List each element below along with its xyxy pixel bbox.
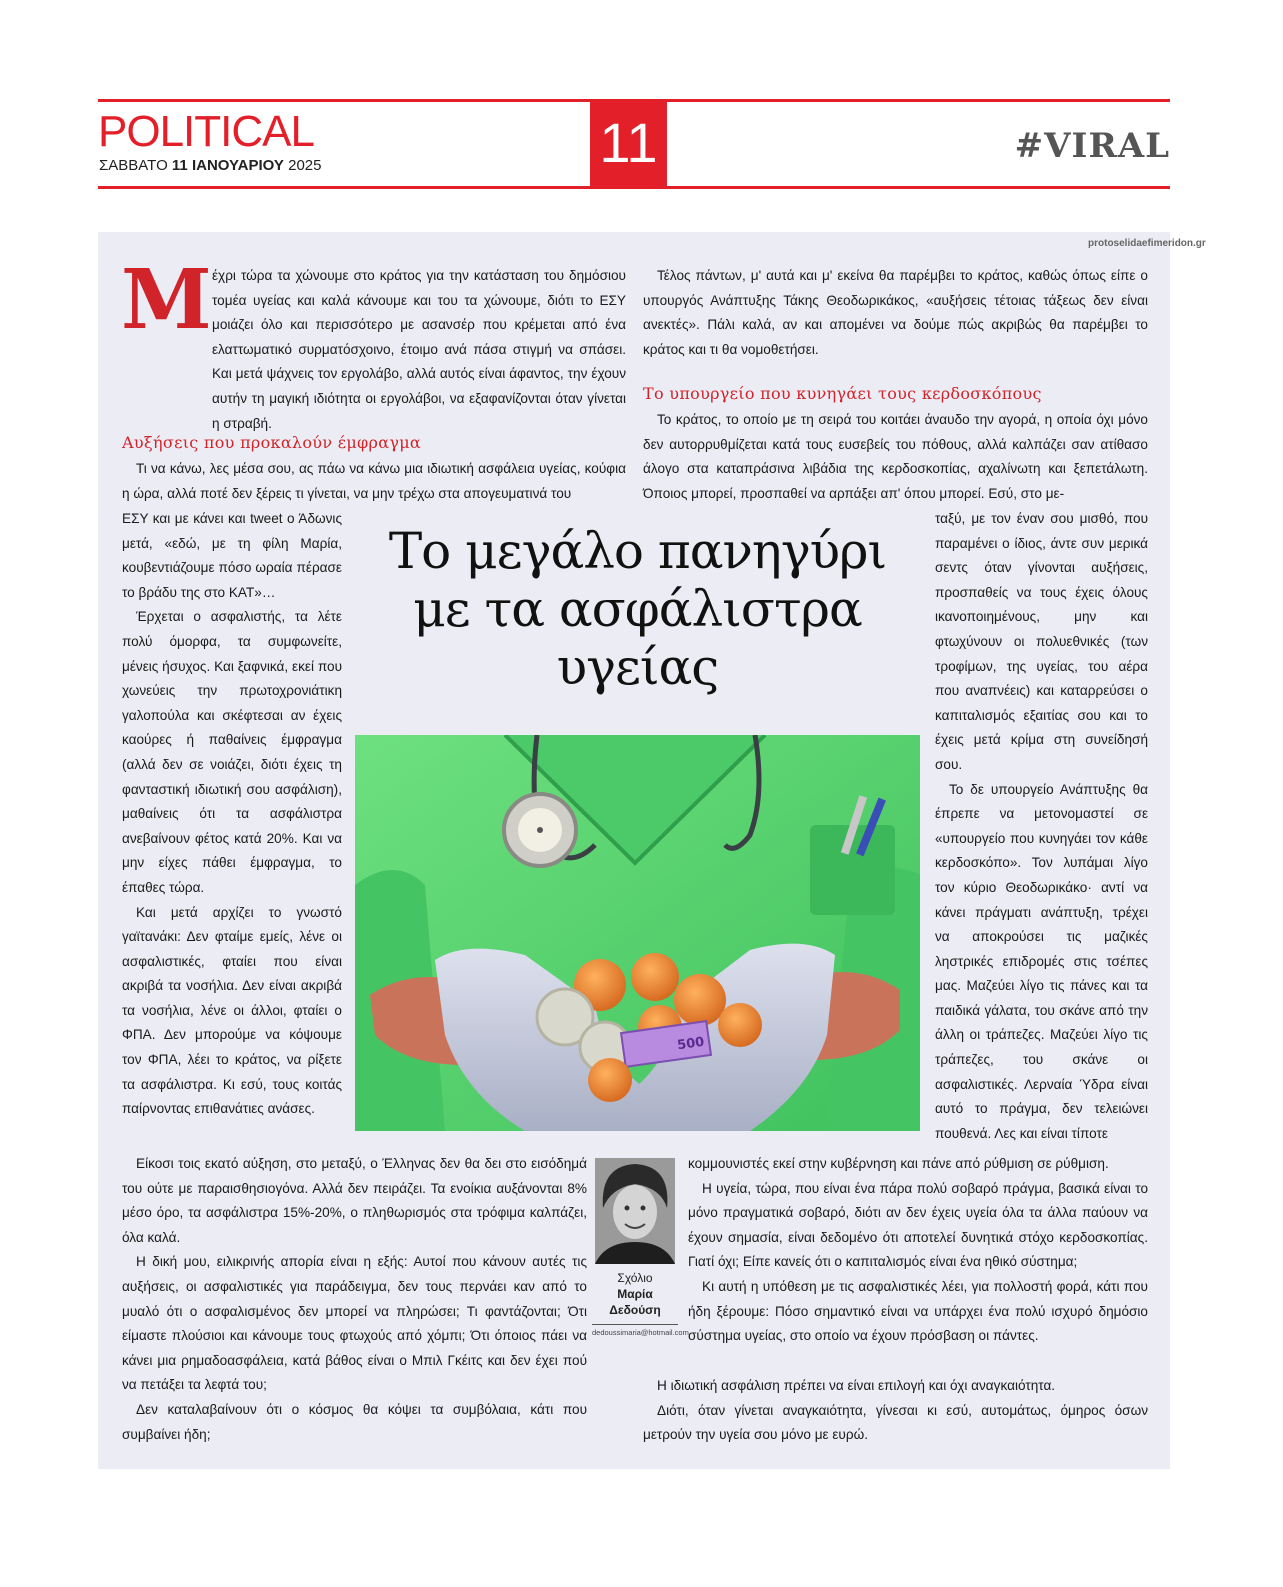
dateline bbox=[99, 157, 321, 175]
col1-narrow-p3: Και μετά αρχίζει το γνωστό γαϊτανάκι: Δεν φταίμε εμείς, λένε οι ασφαλιστικές, φταίει που είναι ακριβά τα νοσήλια. Δεν είναι ακριβά τα νοσήλια, λένε οι άλλοι, φταίει ο ΦΠΑ. Δεν μπορούμε να κόψουμε τον ΦΠΑ, λέει το κράτος, να ρίξετε τα ασφάλιστρα. Κι εσύ, τους κοιτάς παίρνοντας επιθανάτιες ανάσες. bbox=[122, 904, 342, 1117]
col2-bottom bbox=[688, 1152, 1148, 1349]
col1-p2 bbox=[122, 457, 626, 506]
author-email[interactable]: dedoussimaria@hotmail.com bbox=[592, 1324, 678, 1338]
col2-narrow-p2: Το δε υπουργείο Ανάπτυξης θα έπρεπε να μετονομαστεί σε «υπουργείο που κυνηγάει τον κάθε κερδοσκόπο». Τον λυπάμαι λίγο τον κύριο Θεοδωρικάκο· αντί να κάνει πράγματι ανάπτυξη, τρέχει να αποκρούσει τις μαζικές ληστρικές επιδρομές στις τσέπες μας. Μαζεύει λίγο τις πάνες και τα παιδικά γάλατα, του σκάνε από την άλλη οι τράπεζες. Μαζεύει λίγο τις τράπεζες, του σκάνε οι ασφαλιστικές. Λερναία Ύδρα είναι αυτό το πράγμα, δεν τελειώνει πουθενά. Λες και είναι τίποτε bbox=[935, 781, 1148, 1141]
col1-bottom-p3: Δεν καταλαβαίνουν ότι ο κόσμος θα κόψει τα συμβόλαια, κάτι που συμβαίνει ήδη; bbox=[122, 1401, 587, 1442]
coin-2 bbox=[631, 953, 679, 1001]
col2-narrow-p1: ταξύ, με τον έναν σου μισθό, που παραμένει ο ίδιος, άντε συν μερικά σεντς όταν γίνονται αυξήσεις, προσπαθείς να τους έχεις όλους ικανοποιημένους, μην και φτωχύνουν οι πολυεθνικές (των τροφίμων, της υγείας, του αέρα που αναπνέεις) και καταρρεύσει ο καπιταλισμός εξαιτίας σου και το έχεις μετά κρίμα στη συνείδησή σου. bbox=[935, 511, 1148, 772]
col1-narrow-p2: Έρχεται ο ασφαλιστής, τα λέτε πολύ όμορφα, τα συμφωνείτε, μένεις ήσυχος. Και ξαφνικά, εκεί που χωνεύεις την πρωτοχρονιάτικη γαλοπούλα και σκέφτεσαι αν έχεις καούρες ή παθαίνεις έμφραγμα (αλλά δεν σε νοιάζει, διότι έχεις τη φανταστική ιδιωτική σου ασφάλιση), μαθαίνεις ότι τα ασφάλιστρα ανεβαίνουν φέτος κατά 20%. Και να μην είχες πάθει έμφραγμα, το έπαθες τώρα. bbox=[122, 609, 342, 895]
col2-bottom-p1: κομμουνιστές εκεί στην κυβέρνηση και πάνε από ρύθμιση σε ρύθμιση. bbox=[688, 1156, 1109, 1171]
headline-line-1: Το μεγάλο πανηγύρι bbox=[388, 522, 887, 580]
col2-mid bbox=[643, 408, 1148, 506]
dateline-date: 11 ΙΑΝΟΥΑΡΙΟΥ bbox=[171, 157, 284, 174]
author-name-line-1: Μαρία bbox=[617, 1287, 653, 1301]
coin-5 bbox=[718, 1003, 762, 1047]
col2-top bbox=[643, 264, 1148, 362]
col2-bottom-p3: Κι αυτή η υπόθεση με τις ασφαλιστικές λέει, για πολλοστή φορά, κάτι που ήδη ξέρουμε: Πόσο σημαντικό είναι να υπάρχει ένα πολύ ισχυρό δημόσιο σύστημα υγείας, στο οποίο να έχουν πρόσβαση οι πάντες. bbox=[688, 1278, 1148, 1344]
article-photo bbox=[355, 735, 920, 1131]
author-name bbox=[592, 1286, 678, 1318]
col1-narrow bbox=[122, 507, 342, 1122]
brand-logo: POLITICAL bbox=[98, 107, 314, 156]
col2-bottom-p2: Η υγεία, τώρα, που είναι ένα πάρα πολύ σοβαρό πράγμα, βασικά είναι το μόνο πραγματικά σοβαρό, διότι αν δεν έχεις υγεία όλα τα άλλα παύουν να έχουν σημασία, είναι δεδομένο ότι αποτελεί δυνητικά στόχο κερδοσκοπίας. Γιατί όχι; Είπε κανείς ότι ο καπιταλισμός είναι ένα ηθικό σύστημα; bbox=[688, 1180, 1148, 1270]
stethoscope-center bbox=[537, 827, 543, 833]
col1-bottom-p2: Η δική μου, ειλικρινής απορία είναι η εξής: Αυτοί που κάνουν αυτές τις αυξήσεις, οι ασφαλιστικές για παράδειγμα, δεν τους περνάει καν από το μυαλό ότι ο ασφαλισμένος δεν μπορεί να πληρώσει; Τι φαντάζονται; Ότι είμαστε πλούσιοι και κάνουμε τους φτωχούς από χόμπι; Ότι όποιος πάει να κάνει μια ρημαδοασφάλεια, κατά βάθος είναι ο Μπιλ Γκέιτς και δεν έχει πού να πετάξει τα λεφτά του; bbox=[122, 1254, 587, 1393]
col1-bottom-p1: Είκοσι τοις εκατό αύξηση, στο μεταξύ, ο Έλληνας δεν θα δει στο εισόδημά του ούτε με παραισθησιογόνα. Αλλά δεν πειράζει. Τα ενοίκια αυξάνονται 8% μέσο όρο, τα ασφάλιστρα 15%-20%, ο πληθωρισμός στα τρόφιμα καλπάζει, όλα καλά. bbox=[122, 1156, 587, 1245]
coin-8 bbox=[588, 1058, 632, 1102]
dateline-year: 2025 bbox=[288, 157, 322, 174]
col2-end bbox=[643, 1374, 1148, 1448]
section-tag: #VIRAL bbox=[1014, 126, 1170, 166]
col2-narrow bbox=[935, 507, 1148, 1146]
col1-intro bbox=[212, 264, 626, 436]
author-eye-left bbox=[625, 1206, 630, 1211]
col1-intro-text: έχρι τώρα τα χώνουμε στο κράτος για την κατάσταση του δημόσιου τομέα υγείας και καλά κάνουμε και του τα χώνουμε, διότι το ΕΣΥ μοιάζει όλο και περισσότερο με ασανσέρ που κρέμεται από ένα ελαττωματικό συρματόσχοινο, έτοιμο ανά πάσα στιγμή να σπάσει. Και μετά ψάχνεις τον εργολάβο, αλλά αυτός είναι άφαντος, την έχουν αυτήν τη μαγική ιδιότητα οι εργολάβοι, να εξαφανίζονται όταν γίνεται η στραβή. bbox=[212, 268, 626, 431]
dateline-day: ΣΑΒΒΑΤΟ bbox=[99, 157, 168, 174]
headline-line-3: υγείας bbox=[556, 638, 719, 696]
subhead-2: Το υπουργείο που κυνηγάει τους κερδοσκόπους bbox=[643, 384, 1042, 403]
col2-bottom-p5: Διότι, όταν γίνεται αναγκαιότητα, γίνεσαι κι εσύ, αυτομάτως, όμηρος όσων μετρούν την υγεία σου μόνο με ευρώ. bbox=[643, 1402, 1148, 1443]
col1-narrow-p1: ΕΣΥ και με κάνει και tweet ο Άδωνις μετά, «εδώ, με τη φίλη Μαρία, κουβεντιάζουμε πόσο ωραία πέρασε το βράδυ της στο ΚΑΤ»… bbox=[122, 511, 342, 600]
banknote-label: 500 bbox=[676, 1034, 706, 1054]
author-byline bbox=[592, 1270, 689, 1338]
col2-p2: Το κράτος, το οποίο με τη σειρά του κοιτάει άναυδο την αγορά, η οποία όχι μόνο δεν αυτορρυθμίζεται κατά τους ευσεβείς του πόθους, αλλά καλπάζει σαν ατίθασο άλογο στα καταπράσινα λιβάδια της κερδοσκοπίας, αχαλίνωτη και ξεπετάλωτη. Όποιος μπορεί, προσπαθεί να αρπάξει απ' όπου μπορεί. Εσύ, στο με- bbox=[643, 412, 1148, 501]
author-eye-right bbox=[641, 1206, 646, 1211]
author-face bbox=[613, 1185, 657, 1239]
headline-line-2: με τα ασφάλιστρα bbox=[413, 580, 862, 638]
dropcap: Μ bbox=[121, 252, 212, 348]
col1-p2-text: Τι να κάνω, λες μέσα σου, ας πάω να κάνω μια ιδιωτική ασφάλεια υγείας, κούφια η ώρα, αλλά ποτέ δεν ξέρεις τι γίνεται, να μην τρέχω στα απογευματινά του bbox=[122, 461, 626, 501]
subhead-1: Αυξήσεις που προκαλούν έμφραγμα bbox=[122, 433, 422, 452]
page-number: 11 bbox=[590, 99, 667, 189]
headline bbox=[355, 522, 920, 696]
coin-4 bbox=[674, 974, 726, 1026]
watermark: protoselidaefimeridon.gr bbox=[1088, 238, 1206, 249]
author-name-line-2: Δεδούση bbox=[609, 1303, 661, 1317]
col1-bottom bbox=[122, 1152, 587, 1447]
author-label: Σχόλιο bbox=[617, 1271, 653, 1285]
col2-bottom-p4: Η ιδιωτική ασφάλιση πρέπει να είναι επιλογή και όχι αναγκαιότητα. bbox=[657, 1378, 1056, 1393]
author-avatar bbox=[595, 1158, 675, 1264]
col2-p1: Τέλος πάντων, μ' αυτά και μ' εκείνα θα παρέμβει το κράτος, καθώς όπως είπε ο υπουργός Ανάπτυξης Τάκης Θεοδωρικάκος, «αυξήσεις τέτοιας τάξεως δεν είναι ανεκτές». Πάλι καλά, αν και απομένει να δούμε πώς ακριβώς θα παρέμβει το κράτος και τι θα νομοθετήσει. bbox=[643, 268, 1148, 357]
